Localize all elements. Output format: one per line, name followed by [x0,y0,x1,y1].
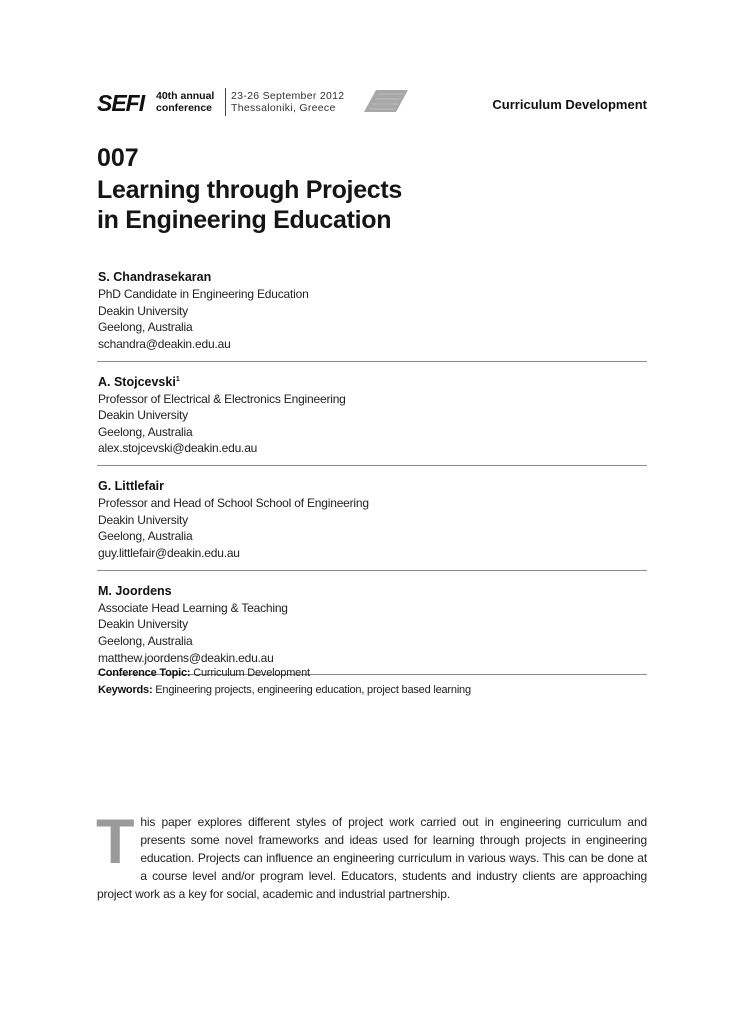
author-institution: Deakin University [98,512,188,527]
author-position: Professor and Head of School School of Engineering [98,496,369,511]
author-institution: Deakin University [98,617,188,632]
conference-location: Thessaloniki, Greece [231,102,336,114]
conference-number: 40th [156,90,178,102]
author-position: PhD Candidate in Engineering Education [98,287,309,302]
paper-number: 007 [97,144,139,172]
author-institution: Deakin University [98,303,188,318]
author-email[interactable]: alex.stojcevski@deakin.edu.au [98,441,258,456]
author-location: Geelong, Australia [98,320,193,335]
conference-topic-label: Conference Topic: [98,667,191,679]
author-position: Associate Head Learning & Teaching [98,600,288,615]
author-block [97,570,647,675]
abstract [96,807,647,903]
author-block [97,465,647,570]
keywords-value: Engineering projects, engineering education, project based learning [152,684,471,696]
conference-annual: annual [177,90,215,102]
conference-topic-value: Curriculum Development [190,667,310,679]
author-position: Professor of Electrical & Electronics Engineering [98,391,346,406]
paper-title-line-1: Learning through Projects [97,176,403,204]
author-institution: Deakin University [98,408,188,423]
author-name-text: S. Chandrasekaran [98,270,212,285]
paper-metadata [98,665,648,699]
page-header [97,88,647,120]
author-name-text: G. Littlefair [98,479,164,494]
author-name-text: A. Stojcevski [98,374,176,389]
author-block [97,361,647,466]
decorative-stripe-icon [364,90,408,112]
keywords [98,682,648,699]
conference-dates: 23-26 September 2012 [231,90,345,102]
abstract-text: his paper explores different styles of project work carried out in engineering curriculum and presents some novel frameworks and ideas used for learning through projects in engineering education. Projects can influence an engineering curriculum in various ways. This can be done at a course level and/or program level. Educators, students and industry clients are approaching project work as a key for social, academic and industrial partnership. [97,815,647,901]
author-name-text: M. Joordens [98,583,172,598]
author-block [97,266,647,361]
author-location: Geelong, Australia [98,633,193,648]
author-footnote-mark: 1 [175,375,180,383]
author-email[interactable]: schandra@deakin.edu.au [98,336,231,351]
keywords-label: Keywords: [98,684,153,696]
abstract-dropcap: T [96,807,135,877]
author-email[interactable]: matthew.joordens@deakin.edu.au [98,650,274,665]
author-location: Geelong, Australia [98,424,193,439]
author-email[interactable]: guy.littlefair@deakin.edu.au [98,546,240,560]
author-location: Geelong, Australia [98,529,193,544]
conference-label [156,90,214,114]
conference-topic [98,665,648,682]
author-name [98,266,647,286]
paper-title-line-2: in Engineering Education [97,206,392,234]
conference-dates-block [231,90,344,114]
author-list [97,266,647,675]
section-label: Curriculum Development [492,97,647,112]
conference-word: conference [156,102,213,114]
author-name [98,371,647,391]
sefi-logo: SEFI [97,90,145,116]
header-divider [225,88,226,116]
paper-title [97,175,617,235]
author-name [98,580,647,600]
author-name [98,475,647,495]
